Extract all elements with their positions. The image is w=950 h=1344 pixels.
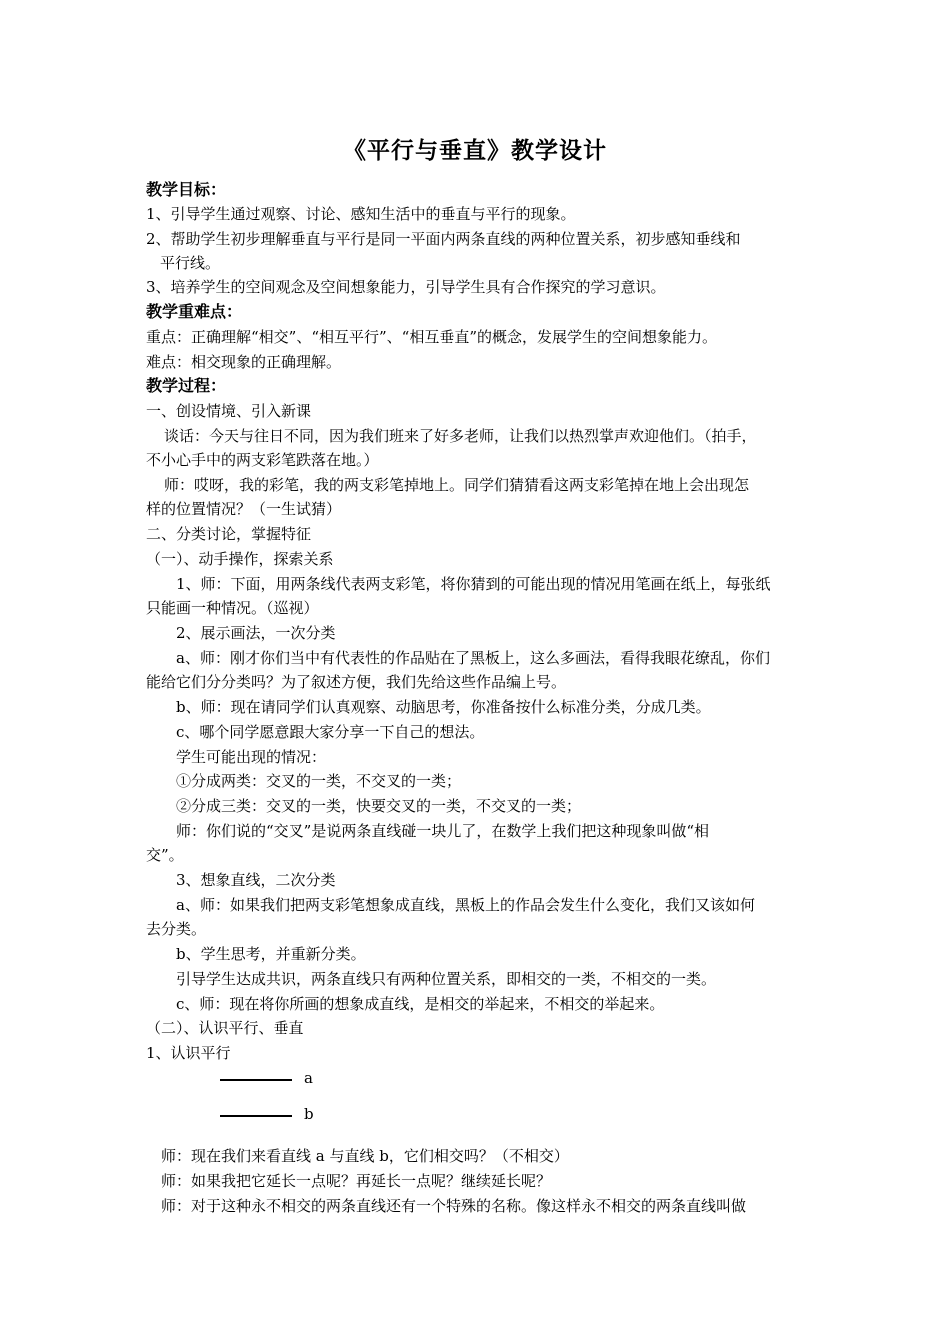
goal-item-2-cont: 平行线。 [160,254,221,272]
goal-item-1: 1、引导学生通过观察、讨论、感知生活中的垂直与平行的现象。 [146,205,576,223]
paragraph: 样的位置情况？（一生试猜） [146,500,342,518]
line-a [220,1079,292,1081]
subsection-heading: （二）、认识平行、垂直 [146,1019,304,1037]
paragraph: 交”。 [146,846,184,864]
line-a-label: a [304,1069,313,1087]
key-point-focus: 重点：正确理解“相交”、“相互平行”、“相互垂直”的概念，发展学生的空间想象能力。 [146,328,718,346]
goal-item-2: 2、帮助学生初步理解垂直与平行是同一平面内两条直线的两种位置关系，初步感知垂线和 [146,230,741,248]
paragraph: ①分成两类：交叉的一类，不交叉的一类； [176,772,462,790]
paragraph: 师：你们说的“交叉”是说两条直线碰一块儿了，在数学上我们把这种现象叫做“相 [176,822,710,840]
paragraph: 师：现在我们来看直线 a 与直线 b，它们相交吗？（不相交） [161,1147,569,1165]
paragraph: 师：对于这种永不相交的两条直线还有一个特殊的名称。像这样永不相交的两条直线叫做 [161,1197,747,1215]
paragraph: 3、想象直线，二次分类 [176,871,336,889]
paragraph: ②分成三类：交叉的一类，快要交叉的一类，不交叉的一类； [176,797,582,815]
paragraph: 师：如果我把它延长一点呢？再延长一点呢？继续延长呢？ [161,1172,552,1190]
line-b [220,1115,292,1117]
paragraph: 不小心手中的两支彩笔跌落在地。） [146,451,379,469]
paragraph: 1、认识平行 [146,1044,231,1062]
document-title: 《平行与垂直》教学设计 [343,138,607,164]
key-points-heading: 教学重难点： [146,302,243,321]
paragraph: 学生可能出现的情况： [176,748,327,766]
paragraph: 能给它们分分类吗？为了叙述方便，我们先给这些作品编上号。 [146,673,567,691]
paragraph: a、师：刚才你们当中有代表性的作品贴在了黑板上，这么多画法，看得我眼花缭乱，你们 [176,649,770,667]
paragraph: c、师：现在将你所画的想象成直线，是相交的举起来，不相交的举起来。 [176,995,665,1013]
paragraph: c、哪个同学愿意跟大家分享一下自己的想法。 [176,723,485,741]
key-point-difficulty: 难点：相交现象的正确理解。 [146,353,342,371]
paragraph: 只能画一种情况。（巡视） [146,599,319,617]
paragraph: b、学生思考，并重新分类。 [176,945,366,963]
process-heading: 教学过程： [146,376,227,395]
line-b-label: b [304,1105,314,1123]
paragraph: a、师：如果我们把两支彩笔想象成直线，黑板上的作品会发生什么变化，我们又该如何 [176,896,755,914]
paragraph: 谈话：今天与往日不同，因为我们班来了好多老师，让我们以热烈掌声欢迎他们。（拍手， [164,427,757,445]
section-2-heading: 二、分类讨论，掌握特征 [146,525,312,543]
section-1-heading: 一、创设情境、引入新课 [146,402,312,420]
paragraph: b、师：现在请同学们认真观察、动脑思考，你准备按什么标准分类，分成几类。 [176,698,711,716]
paragraph: 引导学生达成共识，两条直线只有两种位置关系，即相交的一类，不相交的一类。 [176,970,717,988]
goal-item-3: 3、培养学生的空间观念及空间想象能力，引导学生具有合作探究的学习意识。 [146,278,666,296]
paragraph: 师：哎呀，我的彩笔，我的两支彩笔掉地上。同学们猜猜看这两支彩笔掉在地上会出现怎 [164,476,750,494]
paragraph: 去分类。 [146,920,207,938]
paragraph: 2、展示画法，一次分类 [176,624,336,642]
goals-heading: 教学目标： [146,180,227,199]
paragraph: 1、师：下面，用两条线代表两支彩笔，将你猜到的可能出现的情况用笔画在纸上，每张纸 [176,575,771,593]
subsection-heading: （一）、动手操作，探索关系 [146,550,334,568]
